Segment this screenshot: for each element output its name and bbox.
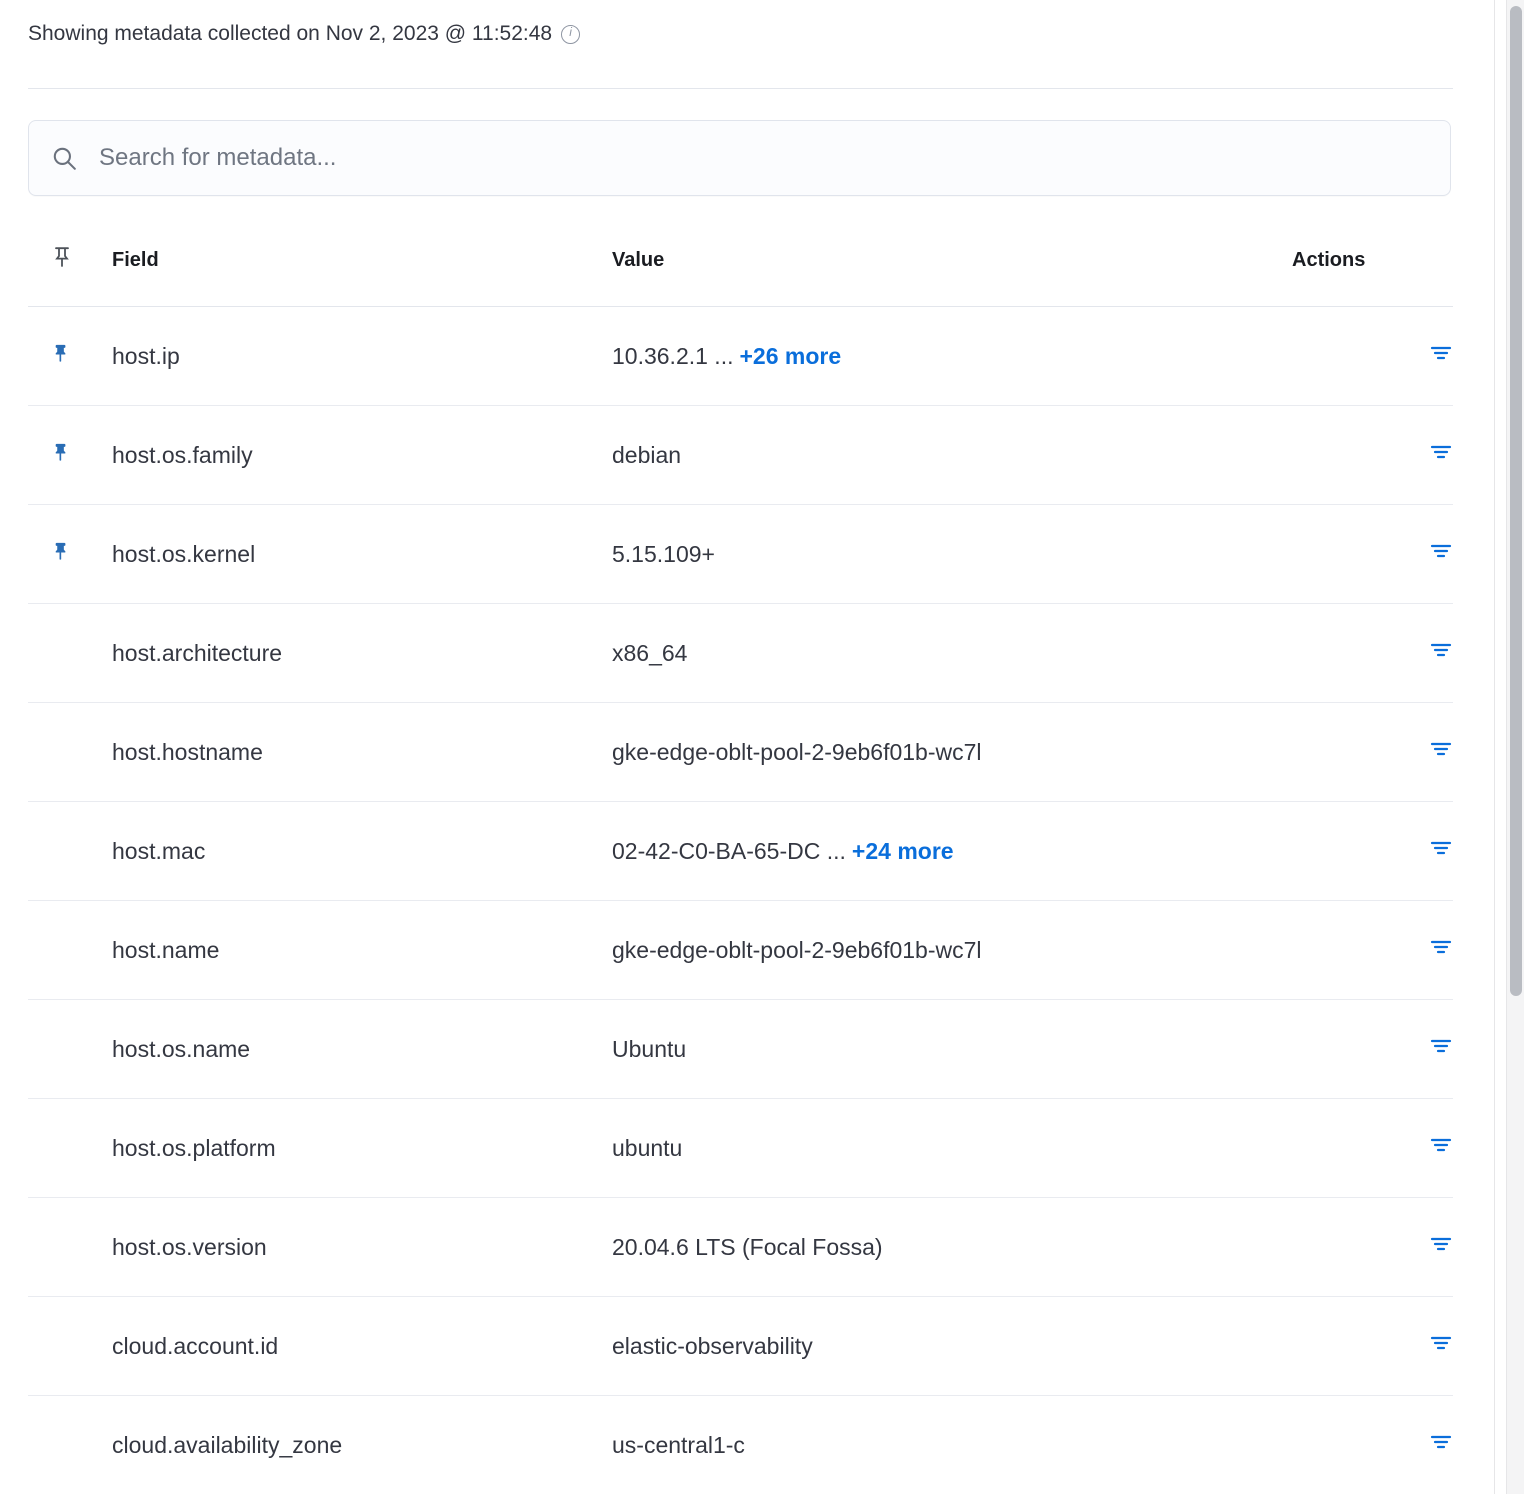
row-field-value: [612, 703, 1292, 802]
row-field-name: host.os.name: [112, 1000, 612, 1099]
row-actions-cell: [1292, 1099, 1453, 1198]
row-value-text: 02-42-C0-BA-65-DC ...: [612, 837, 846, 864]
filter-for-value-icon[interactable]: [1429, 1133, 1453, 1157]
pin-filled-icon[interactable]: [50, 344, 72, 370]
metadata-collected-notice: [28, 22, 580, 46]
row-field-name: cloud.availability_zone: [112, 1396, 612, 1494]
filter-for-value-icon[interactable]: [1429, 539, 1453, 563]
filter-for-value-icon[interactable]: [1429, 1034, 1453, 1058]
row-field-value: [612, 604, 1292, 703]
row-field-name: host.os.platform: [112, 1099, 612, 1198]
row-actions-cell: [1292, 1198, 1453, 1297]
row-actions-cell: [1292, 505, 1453, 604]
table-row: [28, 1198, 1453, 1297]
metadata-search-box[interactable]: [28, 120, 1451, 196]
row-value-more-link[interactable]: +26 more: [739, 342, 842, 369]
field-column-header: Field: [112, 244, 612, 307]
row-value-text: 10.36.2.1 ...: [612, 342, 734, 369]
row-field-value: [612, 802, 1292, 901]
table-row: [28, 901, 1453, 1000]
filter-for-value-icon[interactable]: [1429, 341, 1453, 365]
header-divider: [28, 88, 1453, 89]
table-header-row: [28, 244, 1453, 307]
row-value-text: elastic-observability: [612, 1332, 813, 1359]
filter-for-value-icon[interactable]: [1429, 638, 1453, 662]
row-pin-cell[interactable]: [28, 1396, 112, 1494]
row-actions-cell: [1292, 1000, 1453, 1099]
row-field-value: [612, 1198, 1292, 1297]
pin-column-header: [28, 244, 112, 307]
pin-filled-icon[interactable]: [50, 443, 72, 469]
row-pin-cell[interactable]: [28, 1297, 112, 1396]
row-pin-cell[interactable]: [28, 307, 112, 406]
metadata-collected-text: Showing metadata collected on Nov 2, 2023 @ 11:52:48: [28, 22, 553, 45]
row-value-text: us-central1-c: [612, 1431, 745, 1458]
row-value-text: 5.15.109+: [612, 540, 715, 567]
vertical-scrollbar[interactable]: [1506, 0, 1524, 1494]
row-field-value: [612, 505, 1292, 604]
row-field-value: [612, 1396, 1292, 1494]
row-pin-cell[interactable]: [28, 1198, 112, 1297]
row-pin-cell[interactable]: [28, 406, 112, 505]
row-value-text: x86_64: [612, 639, 688, 666]
table-row: [28, 1297, 1453, 1396]
row-field-name: host.mac: [112, 802, 612, 901]
table-row: [28, 406, 1453, 505]
row-field-value: [612, 901, 1292, 1000]
table-row: [28, 1099, 1453, 1198]
pin-filled-icon[interactable]: [50, 542, 72, 568]
filter-for-value-icon[interactable]: [1429, 737, 1453, 761]
row-value-text: gke-edge-oblt-pool-2-9eb6f01b-wc7l: [612, 936, 982, 963]
filter-for-value-icon[interactable]: [1429, 440, 1453, 464]
row-actions-cell: [1292, 802, 1453, 901]
row-pin-cell[interactable]: [28, 1000, 112, 1099]
row-pin-cell[interactable]: [28, 1099, 112, 1198]
row-field-name: host.hostname: [112, 703, 612, 802]
table-row: [28, 703, 1453, 802]
table-row: [28, 604, 1453, 703]
row-actions-cell: [1292, 1297, 1453, 1396]
metadata-table-body: [28, 307, 1453, 1494]
row-field-value: [612, 1297, 1292, 1396]
metadata-table: [28, 244, 1453, 1494]
row-actions-cell: [1292, 307, 1453, 406]
search-input[interactable]: [97, 143, 1428, 173]
row-value-text: Ubuntu: [612, 1035, 687, 1062]
row-actions-cell: [1292, 703, 1453, 802]
row-value-text: gke-edge-oblt-pool-2-9eb6f01b-wc7l: [612, 738, 982, 765]
row-value-more-link[interactable]: +24 more: [851, 837, 954, 864]
row-actions-cell: [1292, 406, 1453, 505]
table-row: [28, 802, 1453, 901]
row-actions-cell: [1292, 1396, 1453, 1494]
filter-for-value-icon[interactable]: [1429, 935, 1453, 959]
row-value-text: ubuntu: [612, 1134, 683, 1161]
row-value-text: debian: [612, 441, 682, 468]
filter-for-value-icon[interactable]: [1429, 1232, 1453, 1256]
row-value-text: 20.04.6 LTS (Focal Fossa): [612, 1233, 883, 1260]
filter-for-value-icon[interactable]: [1429, 836, 1453, 860]
row-field-value: [612, 1099, 1292, 1198]
row-field-value: [612, 1000, 1292, 1099]
row-field-name: host.os.kernel: [112, 505, 612, 604]
row-field-name: host.os.family: [112, 406, 612, 505]
filter-for-value-icon[interactable]: [1429, 1430, 1453, 1454]
row-pin-cell[interactable]: [28, 703, 112, 802]
panel-right-border: [1494, 0, 1495, 1494]
row-pin-cell[interactable]: [28, 901, 112, 1000]
value-column-header: Value: [612, 244, 1292, 307]
row-field-name: host.ip: [112, 307, 612, 406]
row-field-value: [612, 307, 1292, 406]
row-field-name: host.architecture: [112, 604, 612, 703]
row-field-name: host.os.version: [112, 1198, 612, 1297]
table-row: [28, 1000, 1453, 1099]
row-pin-cell[interactable]: [28, 802, 112, 901]
row-pin-cell[interactable]: [28, 505, 112, 604]
scrollbar-thumb[interactable]: [1510, 6, 1522, 996]
row-field-value: [612, 406, 1292, 505]
info-circle-icon[interactable]: [561, 25, 580, 44]
row-pin-cell[interactable]: [28, 604, 112, 703]
search-icon: [51, 145, 77, 171]
row-actions-cell: [1292, 604, 1453, 703]
table-row: [28, 1396, 1453, 1494]
row-field-name: host.name: [112, 901, 612, 1000]
filter-for-value-icon[interactable]: [1429, 1331, 1453, 1355]
table-row: [28, 505, 1453, 604]
actions-column-header: Actions: [1292, 244, 1453, 307]
table-row: [28, 307, 1453, 406]
row-field-name: cloud.account.id: [112, 1297, 612, 1396]
pin-icon[interactable]: [50, 244, 74, 276]
row-actions-cell: [1292, 901, 1453, 1000]
